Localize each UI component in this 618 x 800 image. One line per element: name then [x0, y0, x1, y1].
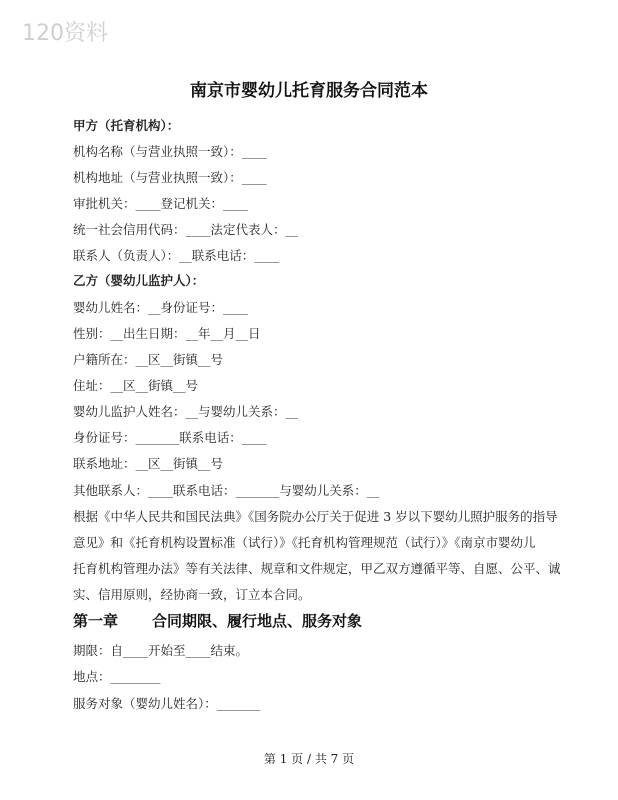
chapter-line: 期限：自____开始至____结束。 [73, 643, 249, 658]
preamble-paragraph [73, 507, 561, 611]
party-a-line: 统一社会信用代码：____法定代表人：__ [73, 222, 299, 237]
chapter-line: 服务对象（婴幼儿姓名）：_______ [73, 696, 261, 711]
chapter-title: 合同期限、履行地点、服务对象 [152, 612, 363, 630]
watermark: 120资料 [22, 21, 108, 46]
chapter-line: 地点：________ [73, 669, 161, 684]
party-b-line: 户籍所在：__区__街镇__号 [73, 352, 224, 367]
preamble-line: 托育机构管理办法》等有关法律、规章和文件规定，甲乙双方遵循平等、自愿、公平、诚 [73, 561, 561, 576]
party-b-line: 婴幼儿姓名：__身份证号：____ [73, 300, 249, 315]
party-a-line: 审批机关：____登记机关：____ [73, 196, 249, 211]
party-b-heading: 乙方（婴幼儿监护人）： [73, 273, 205, 288]
chapter-number: 第一章 [73, 612, 119, 630]
chapter-heading [73, 610, 362, 631]
party-a-line: 机构地址（与营业执照一致）：____ [73, 170, 267, 185]
party-b-line: 住址：__区__街镇__号 [73, 378, 199, 393]
party-b-line: 婴幼儿监护人姓名：__与婴幼儿关系：__ [73, 404, 299, 419]
preamble-line: 实、信用原则，经协商一致，订立本合同。 [73, 587, 311, 602]
party-a-heading: 甲方（托育机构）： [73, 118, 180, 133]
preamble-line: 根据《中华人民共和国民法典》《国务院办公厅关于促进 3 岁以下婴幼儿照护服务的指导 [73, 509, 558, 524]
preamble-line: 意见》和《托育机构设置标准（试行）》《托育机构管理规范（试行）》《南京市婴幼儿 [73, 535, 536, 550]
party-b-line: 其他联系人：____联系电话：_______与婴幼儿关系：__ [73, 483, 380, 498]
party-a-line: 联系人（负责人）：__联系电话：____ [73, 248, 280, 263]
document-title: 南京市婴幼儿托育服务合同范本 [190, 81, 428, 101]
party-b-line: 性别：__出生日期：__年__月__日 [73, 326, 261, 341]
page-footer: 第 1 页 / 共 7 页 [263, 752, 355, 766]
party-b-line: 身份证号：_______联系电话：____ [73, 430, 267, 445]
party-b-line: 联系地址：__区__街镇__号 [73, 456, 224, 471]
party-a-line: 机构名称（与营业执照一致）：____ [73, 144, 267, 159]
